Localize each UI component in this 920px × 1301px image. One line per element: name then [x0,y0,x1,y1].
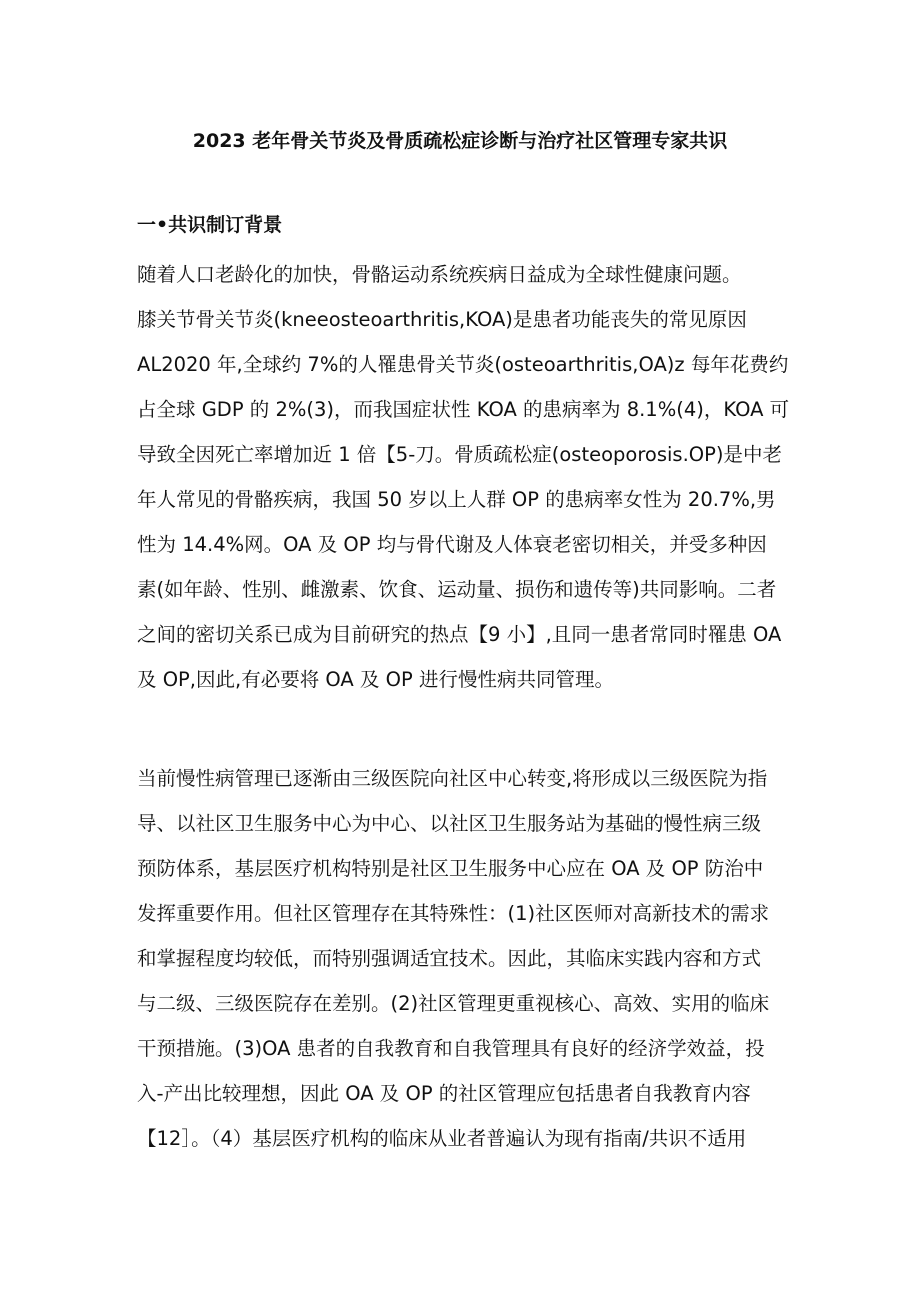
paragraph-line: 导、以社区卫生服务中心为中心、以社区卫生服务站为基础的慢性病三级 [137,812,762,835]
paragraph-line: 及 OP,因此,有必要将 OA 及 OP 进行慢性病共同管理。 [137,668,614,691]
paragraph-line: 年人常见的骨骼疾病，我国 50 岁以上人群 OP 的患病率女性为 20.7%,男 [137,488,776,511]
paragraph-line: 导致全因死亡率增加近 1 倍【5-刀。骨质疏松症(osteoporosis.OP)是中老 [137,443,782,466]
paragraph-line: AL2020 年,全球约 7%的人罹患骨关节炎(osteoarthritis,OA)z 每年花费约 [137,353,789,376]
paragraph-line: 预防体系，基层医疗机构特别是社区卫生服务中心应在 OA 及 OP 防治中 [137,857,764,880]
paragraph-line: 性为 14.4%网。OA 及 OP 均与骨代谢及人体衰老密切相关，并受多种因 [137,533,767,556]
paragraph-line: 当前慢性病管理已逐渐由三级医院向社区中心转变,将形成以三级医院为指 [137,767,768,790]
paragraph-line: 发挥重要作用。但社区管理存在其特殊性：(1)社区医师对高新技术的需求 [137,902,770,925]
paragraph-1 [137,252,797,297]
paragraph-line: 素(如年龄、性别、雌激素、饮食、运动量、损伤和遗传等)共同影响。二者 [137,578,777,601]
document-title: 2023 老年骨关节炎及骨质疏松症诊断与治疗社区管理专家共识 [192,130,728,152]
paragraph-line: 和掌握程度均较低，而特别强调适宜技术。因此，其临床实践内容和方式 [137,947,762,970]
paragraph-line: 入-产出比较理想，因此 OA 及 OP 的社区管理应包括患者自我教育内容 [137,1082,751,1105]
paragraph-line: 膝关节骨关节炎(kneeosteoarthritis,KOA)是患者功能丧失的常见原因 [137,308,747,331]
paragraph-line: 【12］。（4）基层医疗机构的临床从业者普遍认为现有指南/共识不适用 [137,1127,747,1150]
section-heading: 一•共识制订背景 [137,214,283,236]
paragraph-line: 随着人口老龄化的加快，骨骼运动系统疾病日益成为全球性健康问题。 [137,263,742,286]
paragraph-3 [137,756,797,1161]
paragraph-line: 占全球 GDP 的 2%(3)，而我国症状性 KOA 的患病率为 8.1%(4)，KOA 可 [137,398,790,421]
paragraph-line: 干预措施。(3)OA 患者的自我教育和自我管理具有良好的经济学效益，投 [137,1037,765,1060]
paragraph-2 [137,297,797,702]
paragraph-line: 与二级、三级医院存在差别。(2)社区管理更重视核心、高效、实用的临床 [137,992,770,1015]
paragraph-line: 之间的密切关系已成为目前研究的热点【9 小】,且同一患者常同时罹患 OA [137,623,782,646]
